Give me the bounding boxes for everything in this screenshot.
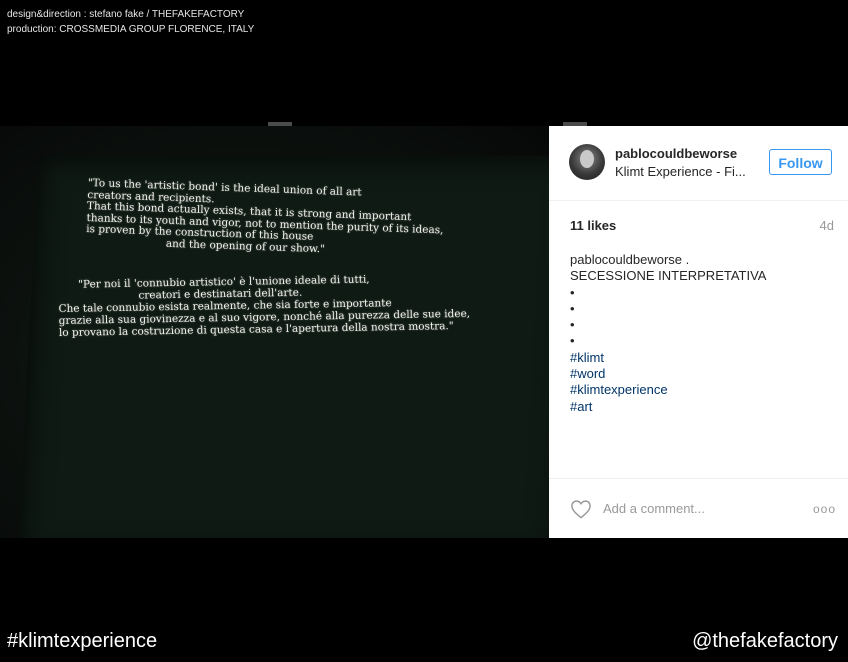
caption-bullet: • xyxy=(570,300,575,316)
more-options-icon[interactable]: ooo xyxy=(812,502,836,516)
comment-bar xyxy=(549,478,848,539)
likes-count[interactable]: 11 likes xyxy=(570,218,617,233)
hashtag-link[interactable]: #klimtexperience xyxy=(570,382,668,398)
caption-bullet: • xyxy=(570,333,575,349)
hashtag-link[interactable]: #word xyxy=(570,366,606,382)
avatar-face xyxy=(580,150,594,168)
post-caption xyxy=(570,252,766,415)
quote-italian: "Per noi il 'connubio artistico' è l'unione ideale di tutti, creatori e destinatari dell'arte. Che tale connubio esista realmente, che sia forte e importante grazie alla sua giovinezza e al suo vigore, nonché alla purezza delle sue idee, lo provano la costruzione di questa casa e l'apertura della nostra mostra." xyxy=(58,273,471,339)
hashtag-link[interactable]: #art xyxy=(570,398,593,414)
comment-input[interactable]: Add a comment... xyxy=(603,501,705,516)
caption-title: SECESSIONE INTERPRETATIVA xyxy=(570,268,767,284)
username-link[interactable]: pablocouldbeworse xyxy=(615,146,738,161)
caption-bullet: • xyxy=(570,317,575,333)
credits xyxy=(7,7,254,37)
post-age[interactable]: 4d xyxy=(819,218,834,233)
post-header xyxy=(549,126,848,201)
post-photo[interactable] xyxy=(0,126,549,538)
credits-production: production: CROSSMEDIA GROUP FLORENCE, ITALY xyxy=(7,24,255,35)
avatar[interactable] xyxy=(569,144,605,180)
caption-bullet: • xyxy=(570,284,575,300)
follow-button[interactable]: Follow xyxy=(769,149,832,175)
caption-author[interactable]: pablocouldbeworse . xyxy=(570,252,690,267)
footer-hashtag: #klimtexperience xyxy=(7,630,158,652)
heart-icon[interactable] xyxy=(570,499,592,519)
credits-direction: design&direction : stefano fake / THEFAKEFACTORY xyxy=(7,9,245,20)
post-side-panel xyxy=(549,126,848,538)
location-link[interactable]: Klimt Experience - Fi... xyxy=(615,164,746,179)
footer-handle: @thefakefactory xyxy=(692,630,838,652)
quote-english: "To us the 'artistic bond' is the ideal union of all art creators and recipients. That this bond actually exists, that it is strong and important thanks to its youth and vigor, not to mention the purity of its ideas, is proven by the construction of this house and the opening of our show." xyxy=(85,177,444,255)
hashtag-link[interactable]: #klimt xyxy=(570,349,604,365)
